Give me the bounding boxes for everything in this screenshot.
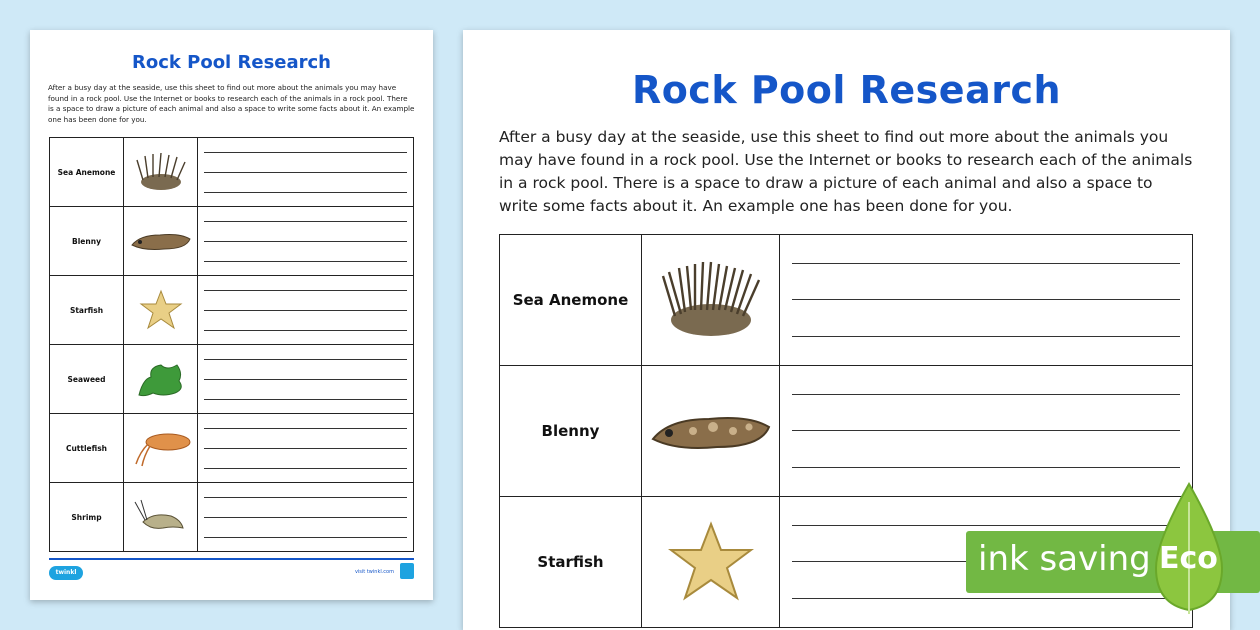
table-row (50, 414, 414, 483)
badge-icon (400, 563, 414, 579)
seaweed-icon (124, 345, 198, 414)
table-row (50, 483, 414, 552)
cuttlefish-icon (124, 414, 198, 483)
sea-anemone-icon (124, 138, 198, 207)
animal-name: Blenny (500, 366, 642, 497)
animal-table (49, 137, 414, 552)
worksheet-footer (49, 558, 414, 582)
animal-name: Sea Anemone (500, 235, 642, 366)
worksheet-title: Rock Pool Research (132, 52, 331, 73)
writing-lines[interactable] (198, 345, 414, 414)
shrimp-icon (124, 483, 198, 552)
ink-saving-text: ink saving (978, 539, 1151, 579)
visit-url: visit twinkl.com (354, 569, 394, 575)
table-row (50, 138, 414, 207)
table-row (50, 207, 414, 276)
animal-name: Sea Anemone (50, 138, 124, 207)
table-row (500, 235, 1193, 366)
worksheet-thumbnail[interactable] (30, 30, 433, 600)
eco-label: Eco (1159, 541, 1218, 576)
table-row (500, 366, 1193, 497)
writing-lines[interactable] (198, 483, 414, 552)
table-row (50, 345, 414, 414)
writing-lines[interactable] (780, 235, 1193, 366)
animal-name: Seaweed (50, 345, 124, 414)
worksheet-intro: After a busy day at the seaside, use this sheet to find out more about the animals you may have found in a rock pool. Use the Internet or books to research each of the animals in a rock pool. There is a space to draw a picture of each animal and also a space to write some facts about it. An example one has been done for you. (48, 83, 415, 124)
worksheet-title: Rock Pool Research (631, 68, 1062, 112)
starfish-icon (124, 276, 198, 345)
blenny-fish-icon (642, 366, 780, 497)
animal-name: Starfish (50, 276, 124, 345)
writing-lines[interactable] (198, 414, 414, 483)
writing-lines[interactable] (198, 138, 414, 207)
table-row (50, 276, 414, 345)
animal-name: Blenny (50, 207, 124, 276)
blenny-fish-icon (124, 207, 198, 276)
starfish-icon (642, 497, 780, 628)
twinkl-logo: twinkl (49, 566, 83, 580)
writing-lines[interactable] (198, 207, 414, 276)
animal-name: Starfish (500, 497, 642, 628)
animal-name: Shrimp (50, 483, 124, 552)
writing-lines[interactable] (780, 366, 1193, 497)
animal-name: Cuttlefish (50, 414, 124, 483)
writing-lines[interactable] (198, 276, 414, 345)
sea-anemone-icon (642, 235, 780, 366)
worksheet-intro: After a busy day at the seaside, use this sheet to find out more about the animals you may have found in a rock pool. Use the Internet or books to research each of the animals in a rock pool. There is a space to draw a picture of each animal and also a space to write some facts about it. An example one has been done for you. (499, 128, 1193, 215)
